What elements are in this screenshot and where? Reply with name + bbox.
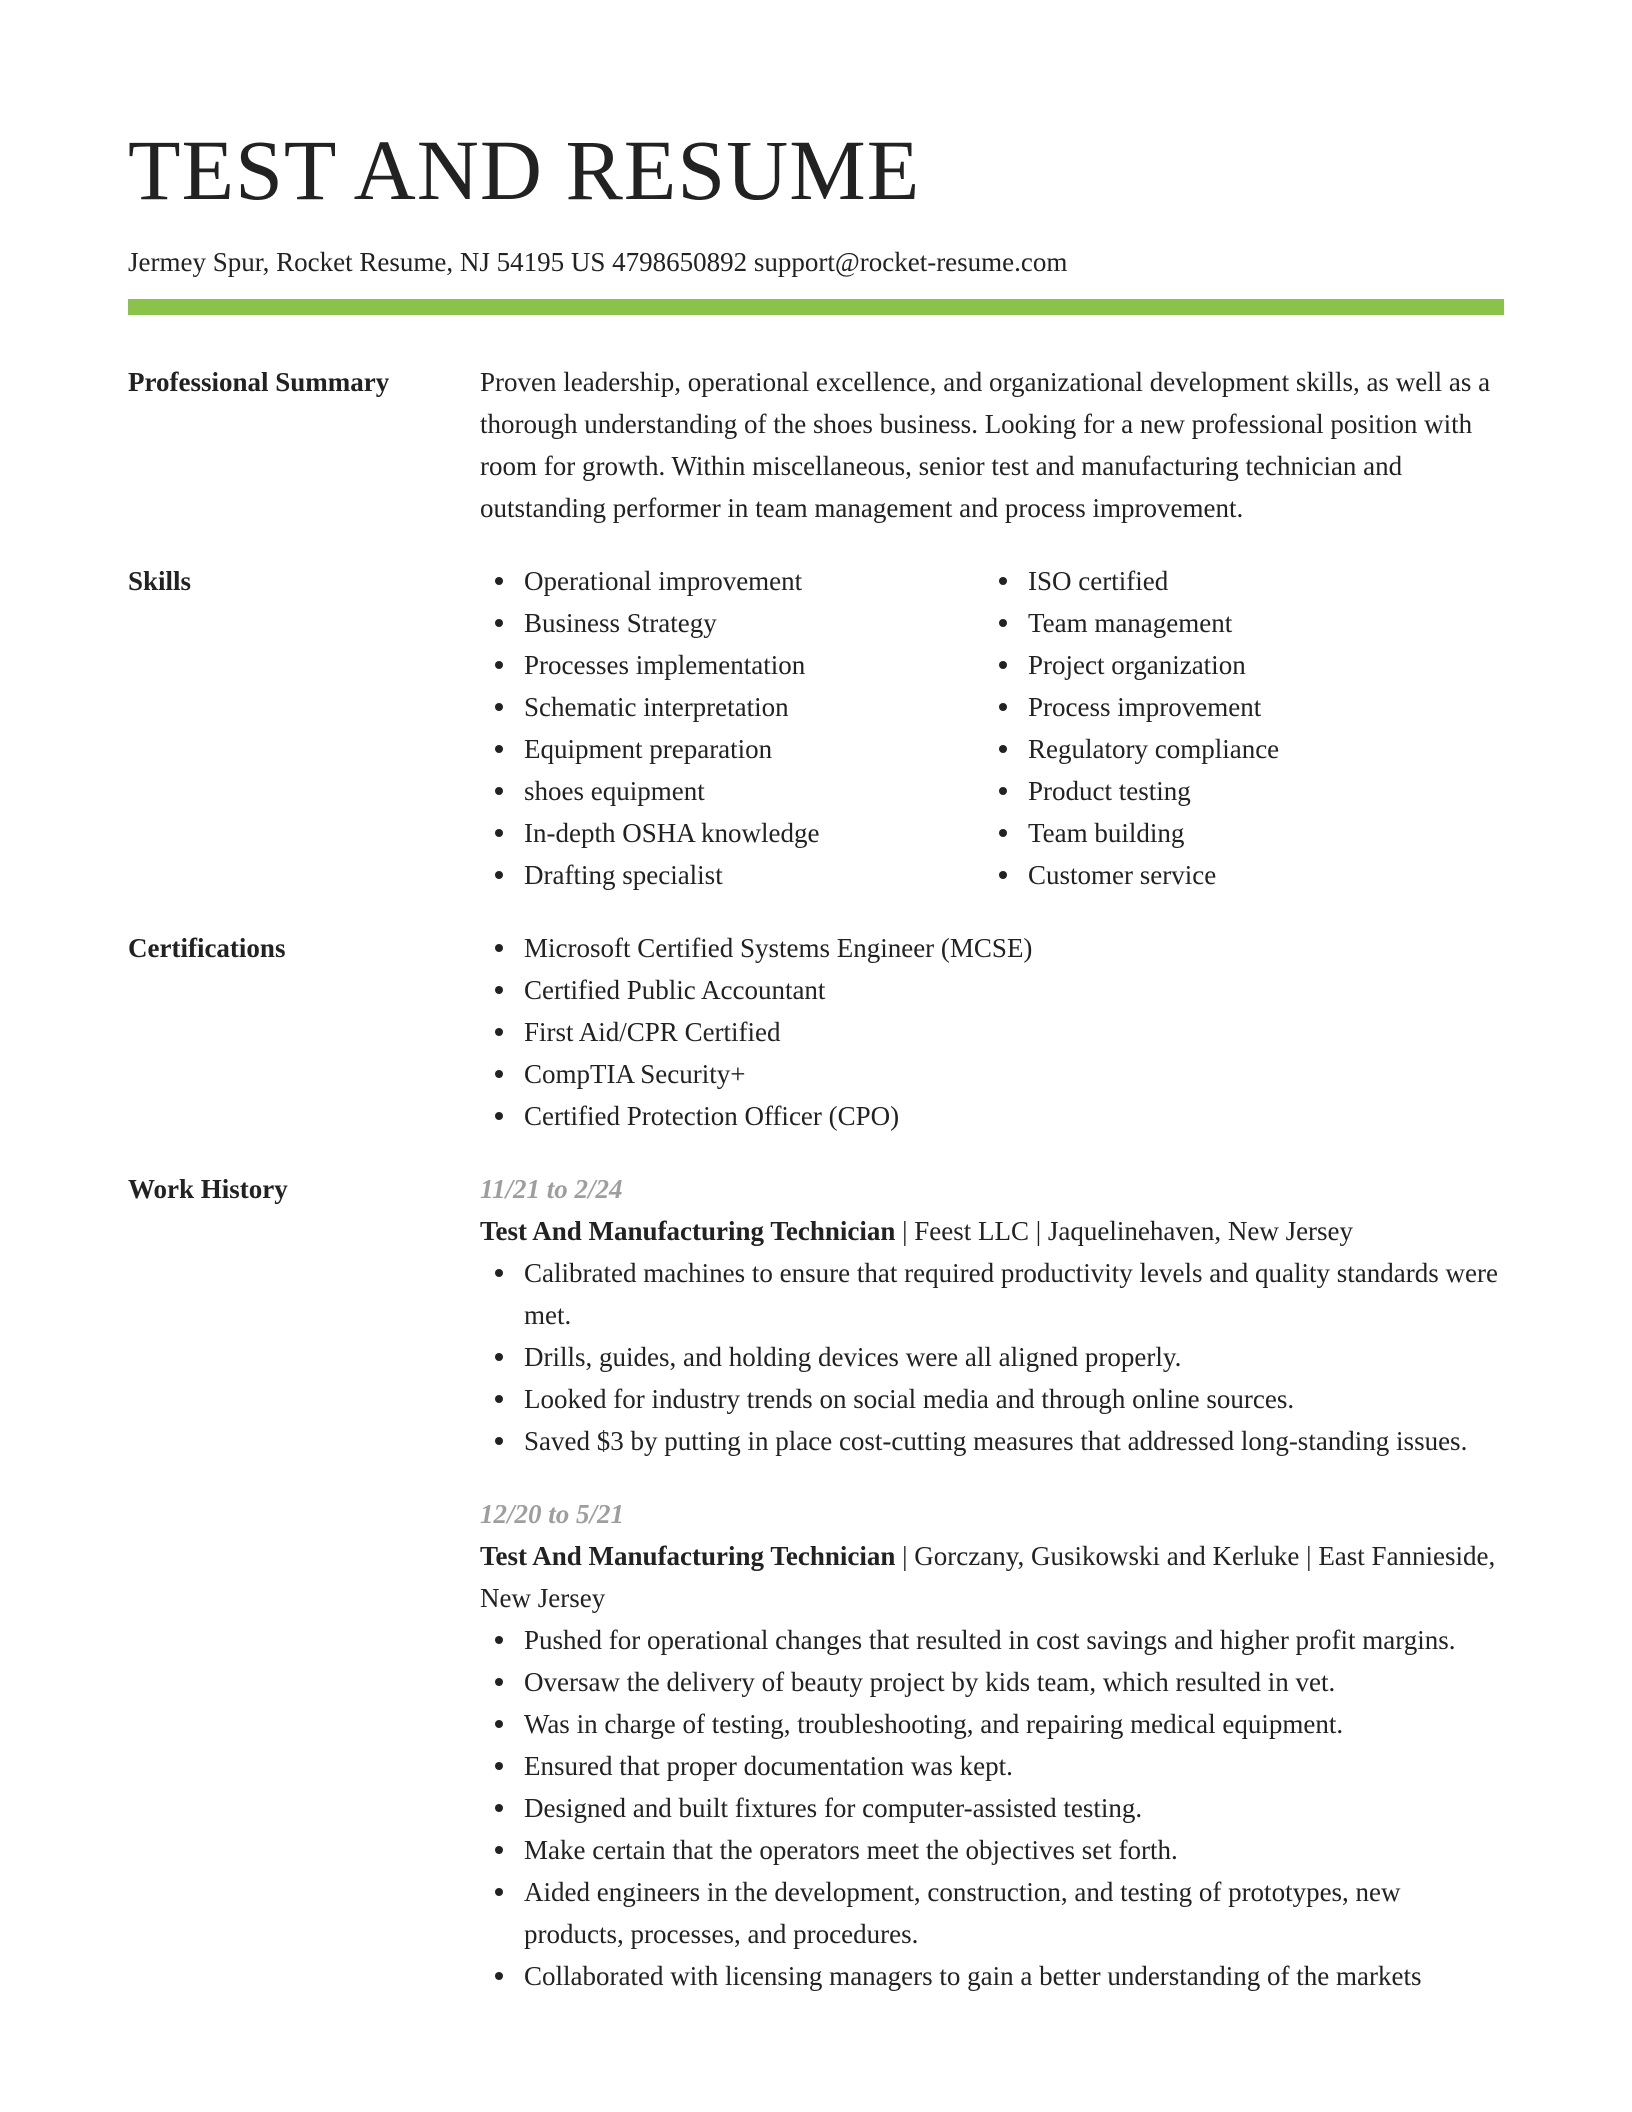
job-dates: 11/21 to 2/24 xyxy=(480,1174,623,1204)
resume-page xyxy=(128,0,1504,1997)
section-label-summary: Professional Summary xyxy=(128,367,390,397)
skill-item: Team management xyxy=(1028,602,1488,644)
skill-item: Schematic interpretation xyxy=(524,686,984,728)
skills-list-left xyxy=(480,560,984,896)
resume-name: TEST AND RESUME xyxy=(128,122,921,218)
skill-item: ISO certified xyxy=(1028,560,1488,602)
certifications-list xyxy=(480,927,1504,1137)
section-label-certifications: Certifications xyxy=(128,933,286,963)
certification-item: Microsoft Certified Systems Engineer (MCSE) xyxy=(524,927,1504,969)
job-heading xyxy=(480,1535,1504,1619)
summary-text: Proven leadership, operational excellence, and organizational development skills, as well as a thorough understanding of the shoes business. Looking for a new professional position with room for growth. Within miscellaneous, senior test and manufacturing technician and outstanding performer in team management and process improvement. xyxy=(480,367,1491,523)
skill-item: shoes equipment xyxy=(524,770,984,812)
job-duty-item: Calibrated machines to ensure that required productivity levels and quality standards were met. xyxy=(524,1252,1504,1336)
skill-item: Business Strategy xyxy=(524,602,984,644)
skill-item: Regulatory compliance xyxy=(1028,728,1488,770)
skill-item: Operational improvement xyxy=(524,560,984,602)
certification-item: First Aid/CPR Certified xyxy=(524,1011,1504,1053)
job-title: Test And Manufacturing Technician xyxy=(480,1541,896,1571)
summary-section xyxy=(128,361,1504,529)
skill-item: Product testing xyxy=(1028,770,1488,812)
job-duty-item: Saved $3 by putting in place cost-cutting measures that addressed long-standing issues. xyxy=(524,1420,1504,1462)
skill-item: Team building xyxy=(1028,812,1488,854)
skill-item: Project organization xyxy=(1028,644,1488,686)
skill-item: Equipment preparation xyxy=(524,728,984,770)
job-duty-item: Collaborated with licensing managers to gain a better understanding of the markets xyxy=(524,1955,1504,1997)
job-duty-item: Make certain that the operators meet the objectives set forth. xyxy=(524,1829,1504,1871)
job-title: Test And Manufacturing Technician xyxy=(480,1216,896,1246)
job-employer-location: | Feest LLC | Jaquelinehaven, New Jersey xyxy=(895,1216,1354,1246)
skill-item: Drafting specialist xyxy=(524,854,984,896)
job-entry xyxy=(480,1168,1504,1462)
certification-item: Certified Protection Officer (CPO) xyxy=(524,1095,1504,1137)
job-duty-item: Pushed for operational changes that resulted in cost savings and higher profit margins. xyxy=(524,1619,1504,1661)
skill-item: Customer service xyxy=(1028,854,1488,896)
job-duty-item: Aided engineers in the development, construction, and testing of prototypes, new products, processes, and procedures. xyxy=(524,1871,1504,1955)
certifications-section xyxy=(128,927,1504,1137)
section-label-work-history: Work History xyxy=(128,1174,288,1204)
job-duty-item: Looked for industry trends on social media and through online sources. xyxy=(524,1378,1504,1420)
job-duty-item: Designed and built fixtures for computer-assisted testing. xyxy=(524,1787,1504,1829)
certification-item: Certified Public Accountant xyxy=(524,969,1504,1011)
job-duties-list xyxy=(480,1619,1504,1997)
skills-section xyxy=(128,560,1504,896)
contact-line: Jermey Spur, Rocket Resume, NJ 54195 US 4798650892 support@rocket-resume.com xyxy=(128,247,1068,277)
certification-item: CompTIA Security+ xyxy=(524,1053,1504,1095)
skill-item: Process improvement xyxy=(1028,686,1488,728)
job-duty-item: Was in charge of testing, troubleshooting, and repairing medical equipment. xyxy=(524,1703,1504,1745)
job-entry xyxy=(480,1493,1504,1997)
skill-item: Processes implementation xyxy=(524,644,984,686)
skill-item: In-depth OSHA knowledge xyxy=(524,812,984,854)
section-label-skills: Skills xyxy=(128,566,192,596)
job-employer-location: | Gorczany, Gusikowski and Kerluke | East Fannieside, New Jersey xyxy=(480,1541,1496,1613)
job-duty-item: Oversaw the delivery of beauty project by kids team, which resulted in vet. xyxy=(524,1661,1504,1703)
job-duties-list xyxy=(480,1252,1504,1462)
job-duty-item: Drills, guides, and holding devices were all aligned properly. xyxy=(524,1336,1504,1378)
work-history-section xyxy=(128,1168,1504,1997)
job-duty-item: Ensured that proper documentation was kept. xyxy=(524,1745,1504,1787)
job-dates: 12/20 to 5/21 xyxy=(480,1499,625,1529)
skills-list-right xyxy=(984,560,1488,896)
job-heading xyxy=(480,1210,1504,1252)
header-divider xyxy=(128,299,1504,315)
